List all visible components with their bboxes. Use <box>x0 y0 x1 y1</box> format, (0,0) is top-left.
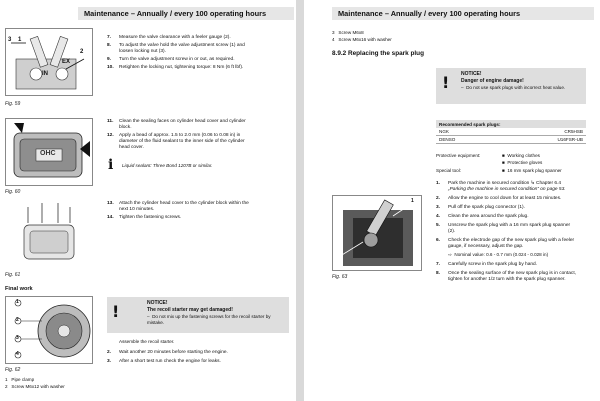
exclamation-icon: ! <box>112 302 120 321</box>
left-page: Maintenance – Annually / every 100 operating hours 3 1 2 IN EX Fig. 59 7. Measure the valve clearance with a feeler gauge (2). 8. To adjust the valve hold the valve adjustment screw (1) and loosen locking nut (3). 9. Turn the valve adjustment screw in or out, as required. 10. Retighten the locking nut, tightening torque: 8 Nm (6 ft lbf). OHC Fig. 60 11. Clean the sealing faces on cylinder head cover and cylinder block. 12. Apply a bead of approx. 1.5 to 2.0 mm (0.06 to 0.08 in) in diameter of the fluid sealant to the inner side of the cylinder head cover. i Liquid sealant: Three Bond 1207B or similar. Fig. 61 13. Attach the cylinder head cover to the cylinder block within the next 10 minutes. 14. Tighten the fastening screws. Final work 1 2 3 4 Fig. 62 1 Pipe clamp 2 Screw M6x12 with washer ! NOTICE! The recoil starter may get damaged! – Do not mix up the fastening screws for the recoil starter by mistake. Assemble the recoil starter. 2. Wait another 20 minutes before starting the engine. 3. After a short test run check the engine for leaks. <box>0 0 296 401</box>
legend-item-3: 3 Screw M6x8 <box>332 30 364 35</box>
section-final-work: Final work <box>5 286 33 292</box>
notice-title: NOTICE! <box>147 300 168 306</box>
notice-bullet: – Do not mix up the fastening screws for the recoil starter by mistake. <box>147 314 271 325</box>
head-cover-screws-illustration <box>6 201 92 267</box>
label-4: 4 <box>16 351 19 357</box>
table-row: DENSO U16FSR-UB <box>436 136 586 144</box>
figure-59 <box>5 28 93 96</box>
page-gutter <box>296 0 304 401</box>
label-ex: EX <box>62 59 71 65</box>
notice-title: NOTICE! <box>461 71 482 77</box>
spark-plug-table <box>436 120 586 144</box>
notice-subtitle: Danger of engine damage! <box>461 78 524 84</box>
fig-caption: Fig. 59 <box>5 101 21 107</box>
table-header: Recommended spark plugs: <box>436 120 586 128</box>
equipment-label: Protective equipment: <box>436 153 481 158</box>
legend-item-2: 2 Screw M6x12 with washer <box>5 384 65 389</box>
figure-63 <box>332 195 422 271</box>
fig-caption: Fig. 61 <box>5 272 21 278</box>
legend-item-1: 1 Pipe clamp <box>5 377 35 382</box>
equipment-item: ■ Protective gloves <box>502 160 543 165</box>
figure-60 <box>5 118 93 186</box>
notice-subtitle: The recoil starter may get damaged! <box>147 307 233 313</box>
notice-bullet: – Do not use spark plugs with incorrect heat value. <box>461 85 566 90</box>
exclamation-icon: ! <box>442 73 450 92</box>
spark-plug-illustration <box>333 196 421 270</box>
tool-label: Special tool: <box>436 168 462 173</box>
label-3: 3 <box>8 37 12 43</box>
label-2: 2 <box>16 317 19 323</box>
label-1: 1 <box>411 198 414 204</box>
label-1: 1 <box>16 299 19 305</box>
assemble-text: Assemble the recoil starter. <box>119 339 175 344</box>
nominal-value: ⇨ Nominal value: 0.6 - 0.7 mm (0.024 - 0.028 in) <box>448 252 549 257</box>
fig-caption: Fig. 63 <box>332 274 348 280</box>
page-header: Maintenance – Annually / every 100 operating hours <box>332 7 594 20</box>
equipment-item: ■ Working clothes <box>502 153 540 158</box>
figure-62 <box>5 296 93 364</box>
section-title: 8.9.2 Replacing the spark plug <box>332 50 424 57</box>
label-2: 2 <box>335 258 338 264</box>
figure-61 <box>5 200 93 268</box>
label-1: 1 <box>18 37 22 43</box>
tool-item: ■ 16 mm spark plug spanner <box>502 168 562 173</box>
fig-caption: Fig. 60 <box>5 189 21 195</box>
table-row: NGK CR5HSB <box>436 128 586 136</box>
label-3: 3 <box>16 335 19 341</box>
label-in: IN <box>42 71 48 77</box>
info-icon: i <box>108 157 114 173</box>
info-text: Liquid sealant: Three Bond 1207B or similar. <box>122 163 213 168</box>
right-page: Maintenance – Annually / every 100 operating hours 3 Screw M6x8 4 Screw M6x16 with washer 8.9.2 Replacing the spark plug ! NOTICE! Danger of engine damage! – Do not use spark plugs with incorrect heat value. Recommended spark plugs: NGK CR5HSB DENSO U16FSR-UB Protective equipment: ■ Working clothes ■ Protective gloves Special tool: ■ 16 mm spark plug spanner 1 2 Fig. 63 1. Park the machine in secured condition ↳ Chapter 6.4 „Parking the machine in secured condition“ on page 53. 2. Allow the engine to cool down for at least 15 minutes. 3. Pull off the spark plug connector (1). 4. Clean the area around the spark plug. 5. Unscrew the spark plug with a 16 mm spark plug spanner (2). 6. Check the electrode gap of the new spark plug with a feeler gauge, if necessary, adjust the gap. ⇨ Nominal value: 0.6 - 0.7 mm (0.024 - 0.028 in) 7. Carefully screw in the spark plug by hand. 8. Once the sealing surface of the new spark plug is in contact, tighten for another 1/2 turn with the spark plug spanner. <box>304 0 600 401</box>
legend-item-4: 4 Screw M6x16 with washer <box>332 37 392 42</box>
page-header: Maintenance – Annually / every 100 operating hours <box>78 7 294 20</box>
label-2: 2 <box>80 49 84 55</box>
fig-caption: Fig. 62 <box>5 367 21 373</box>
ohc-logo: OHC <box>40 150 56 157</box>
